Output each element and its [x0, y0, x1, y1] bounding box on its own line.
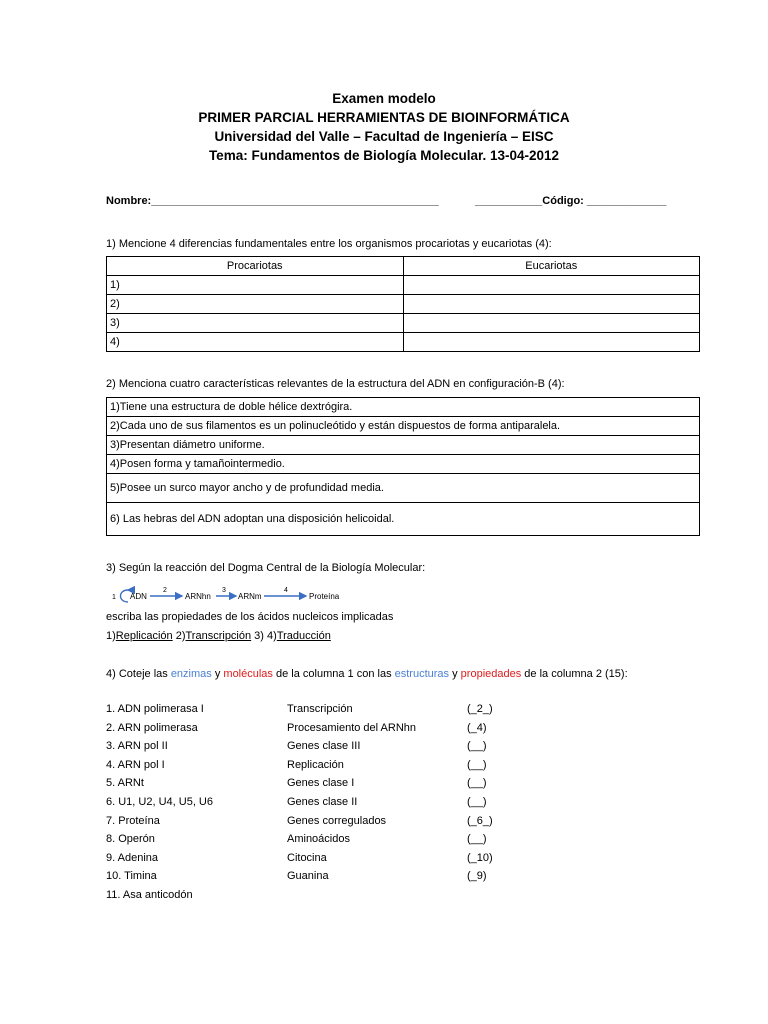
q1-table	[106, 256, 700, 352]
column-1-item: 5. ARNt	[106, 777, 144, 790]
answer-blank[interactable]: (__)	[467, 833, 487, 846]
q1-prompt: 1) Mencione 4 diferencias fundamentales entre los organismos procariotas y eucariotas (4):	[106, 238, 552, 250]
answer-blank[interactable]: (_6_)	[467, 814, 493, 827]
arnhn-label: ARNhn	[185, 592, 211, 601]
q3-answer-line	[106, 630, 331, 642]
table-row	[107, 455, 700, 474]
table-row	[107, 276, 700, 295]
table-row	[107, 503, 700, 536]
column-2-item: Guanina	[287, 870, 329, 883]
code-field[interactable]: ___________Código: _____________	[475, 195, 667, 207]
q4-propiedades: propiedades	[460, 668, 522, 680]
step-2-number: 2	[163, 587, 167, 594]
answer-blank[interactable]: (_2_)	[467, 703, 493, 715]
exam-topic: Tema: Fundamentos de Biología Molecular. 13-04-2012	[208, 148, 560, 163]
q3-prefix-1: 1)	[106, 630, 116, 642]
q3-prompt: 3) Según la reacción del Dogma Central de la Biología Molecular:	[106, 562, 426, 574]
exam-title: PRIMER PARCIAL HERRAMIENTAS DE BIOINFORMÁTICA	[198, 110, 570, 125]
university: Universidad del Valle – Facultad de Ingeniería – EISC	[214, 129, 554, 144]
column-2-item: Genes clase I	[287, 777, 355, 790]
answer-replicacion[interactable]: Replicación	[115, 630, 173, 642]
table-row	[107, 474, 700, 503]
col-procariotas: Procariotas	[107, 257, 404, 276]
column-2-item: Genes corregulados	[287, 814, 387, 827]
column-2-item: Aminoácidos	[287, 833, 350, 846]
q1-row-label[interactable]: 3)	[107, 314, 404, 333]
answer-traduccion[interactable]: Traducción	[276, 630, 331, 642]
answer-blank[interactable]: (__)	[467, 758, 487, 771]
exam-type: Examen modelo	[332, 91, 436, 106]
column-2-item: Replicación	[287, 758, 344, 771]
q4-prompt-text: de la columna 2 (15):	[521, 668, 628, 680]
q1-answer-cell[interactable]	[403, 314, 700, 333]
q3-prefix-3: 3) 4)	[251, 630, 277, 642]
adn-label: ADN	[130, 592, 147, 601]
answer-blank[interactable]: (__)	[467, 796, 487, 808]
column-1-item: 7. Proteína	[106, 814, 160, 827]
answer-transcripcion[interactable]: Transcripción	[185, 630, 252, 642]
answer-blank[interactable]: (_4)	[467, 721, 487, 734]
column-1-item: 8. Operón	[106, 833, 155, 846]
table-row	[107, 398, 700, 417]
replication-loop-arrow	[121, 590, 129, 602]
answer-blank[interactable]: (__)	[467, 740, 487, 753]
q1-answer-cell[interactable]	[403, 276, 700, 295]
q1-row-label[interactable]: 2)	[107, 295, 404, 314]
q4-moleculas: moléculas	[223, 668, 273, 680]
table-row	[107, 314, 700, 333]
step-4-number: 4	[284, 587, 288, 594]
q1-answer-cell[interactable]	[403, 295, 700, 314]
column-1-item: 6. U1, U2, U4, U5, U6	[106, 796, 213, 808]
table-row	[107, 436, 700, 455]
q1-row-label[interactable]: 1)	[107, 276, 404, 295]
column-2-item: Transcripción	[287, 703, 353, 715]
proteina-label: Proteína	[309, 592, 340, 601]
q2-answer[interactable]: 6) Las hebras del ADN adoptan una disposición helicoidal.	[107, 503, 700, 536]
q2-table	[106, 397, 700, 536]
table-row	[107, 417, 700, 436]
answer-blank[interactable]: (_9)	[467, 870, 487, 883]
answer-blank[interactable]: (__)	[467, 777, 487, 790]
q3-prefix-2: 2)	[172, 630, 186, 642]
q4-prompt	[106, 668, 628, 680]
table-row	[107, 333, 700, 352]
q2-answer[interactable]: 4)Posen forma y tamañointermedio.	[107, 455, 700, 474]
column-1-item: 2. ARN polimerasa	[106, 721, 198, 734]
q4-prompt-text: 4) Coteje las	[106, 668, 171, 680]
q1-row-label[interactable]: 4)	[107, 333, 404, 352]
column-2-item: Citocina	[287, 851, 327, 864]
arnm-label: ARNm	[238, 592, 262, 601]
q3-instruction: escriba las propiedades de los ácidos nucleicos implicadas	[106, 611, 394, 623]
q2-answer[interactable]: 1)Tiene una estructura de doble hélice dextrógira.	[107, 398, 700, 417]
central-dogma-diagram	[108, 582, 388, 610]
q2-answer[interactable]: 2)Cada uno de sus filamentos es un polinucleótido y están dispuestos de forma antiparalela.	[107, 417, 700, 436]
column-1-item: 10. Timina	[106, 870, 157, 883]
step-3-number: 3	[222, 587, 226, 594]
q4-prompt-text: y	[211, 668, 224, 680]
q2-answer[interactable]: 3)Presentan diámetro uniforme.	[107, 436, 700, 455]
name-field[interactable]: Nombre:_______________________________________________	[106, 195, 439, 207]
q4-enzimas: enzimas	[170, 668, 212, 680]
column-2-item: Genes clase II	[287, 796, 358, 808]
step-1-number: 1	[112, 594, 116, 601]
col-eucariotas: Eucariotas	[403, 257, 700, 276]
column-2-item: Genes clase III	[287, 740, 361, 753]
column-1-item: 4. ARN pol I	[106, 758, 165, 771]
q4-estructuras: estructuras	[394, 668, 450, 680]
q4-prompt-text: y	[449, 668, 461, 680]
q2-answer[interactable]: 5)Posee un surco mayor ancho y de profundidad media.	[107, 474, 700, 503]
column-1-item: 9. Adenina	[106, 851, 158, 864]
column-2-item: Procesamiento del ARNhn	[287, 721, 417, 734]
q1-answer-cell[interactable]	[403, 333, 700, 352]
answer-blank[interactable]: (_10)	[467, 851, 493, 864]
q2-prompt: 2) Menciona cuatro características relevantes de la estructura del ADN en configuración-B (4):	[106, 378, 565, 390]
column-1-item: 1. ADN polimerasa I	[106, 703, 204, 715]
q4-prompt-text: de la columna 1 con las	[272, 668, 395, 680]
column-1-item: 11. Asa anticodón	[106, 889, 193, 901]
column-1-item: 3. ARN pol II	[106, 740, 168, 753]
table-row	[107, 295, 700, 314]
